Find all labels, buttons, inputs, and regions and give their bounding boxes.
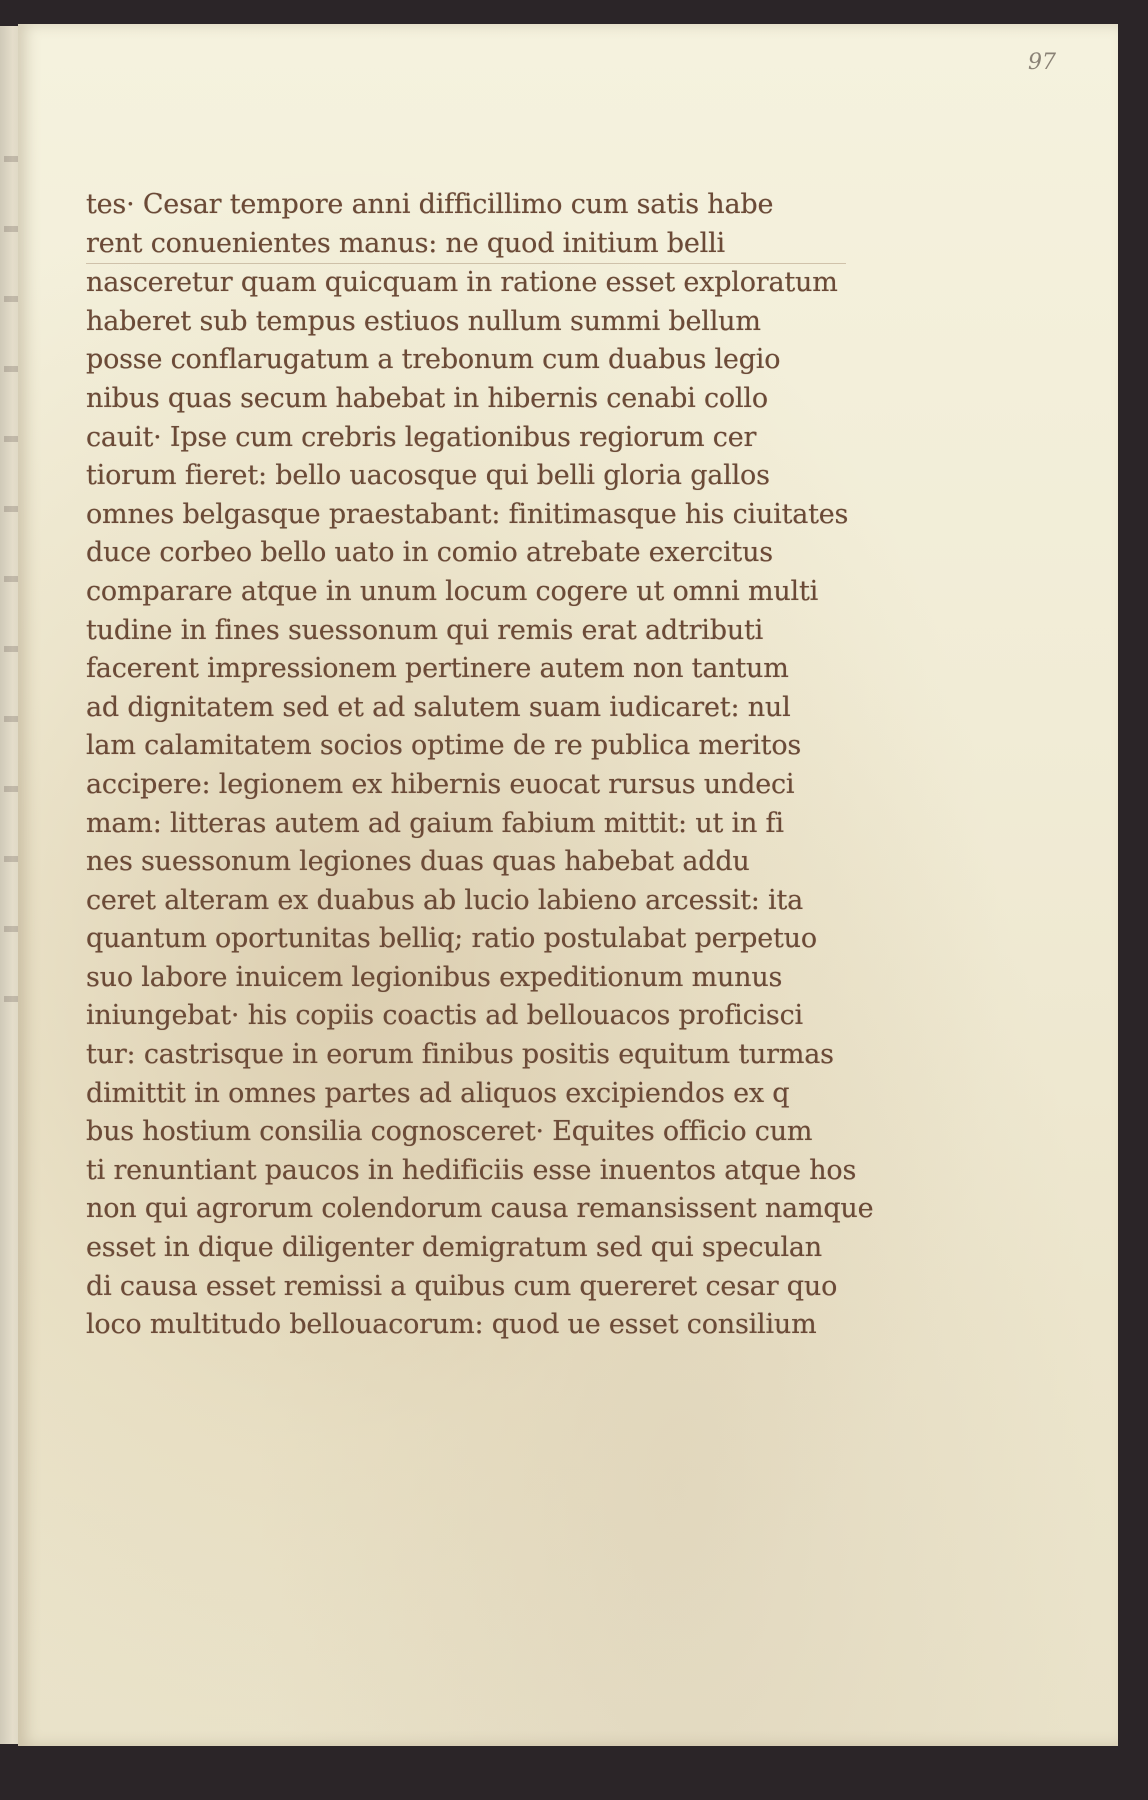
manuscript-line: di causa esset remissi a quibus cum quereret cesar quo [86, 1270, 838, 1302]
manuscript-line: loco multitudo bellouacorum: quod ue esset consilium [86, 1309, 817, 1341]
manuscript-line: haberet sub tempus estiuos nullum summi bellum [86, 305, 761, 337]
ghost-text-mark [4, 226, 18, 232]
ghost-text-mark [4, 366, 18, 372]
ghost-text-mark [4, 786, 18, 792]
manuscript-line: non qui agrorum colendorum causa remansissent namque [86, 1193, 874, 1225]
folio-number: 97 [1028, 50, 1056, 75]
manuscript-line: cauit· Ipse cum crebris legationibus regiorum cer [86, 421, 757, 453]
manuscript-line: accipere: legionem ex hibernis euocat rursus undeci [86, 768, 795, 800]
manuscript-line: iniungebat· his copiis coactis ad bellouacos proficisci [86, 1000, 803, 1032]
ghost-text-mark [4, 506, 18, 512]
ghost-text-mark [4, 436, 18, 442]
manuscript-line: tiorum fieret: bello uacosque qui belli gloria gallos [86, 460, 770, 492]
manuscript-line: omnes belgasque praestabant: finitimasque his ciuitates [86, 498, 849, 530]
manuscript-line: lam calamitatem socios optime de re publica meritos [86, 730, 802, 762]
manuscript-line: duce corbeo bello uato in comio atrebate exercitus [86, 537, 773, 569]
ghost-text-mark [4, 926, 18, 932]
manuscript-text-block [86, 186, 874, 1345]
manuscript-line: nasceretur quam quicquam in ratione esset exploratum [86, 267, 838, 299]
manuscript-line: comparare atque in unum locum cogere ut omni multi [86, 575, 819, 607]
ghost-text-mark [4, 576, 18, 582]
ghost-text-mark [4, 646, 18, 652]
manuscript-line: nibus quas secum habebat in hibernis cenabi collo [86, 382, 768, 414]
manuscript-line: tur: castrisque in eorum finibus positis equitum turmas [86, 1039, 834, 1071]
manuscript-line: suo labore inuicem legionibus expeditionum munus [86, 961, 783, 993]
manuscript-line: tudine in fines suessonum qui remis erat adtributi [86, 614, 764, 646]
parchment-page [18, 24, 1118, 1746]
ghost-text-mark [4, 996, 18, 1002]
ghost-text-mark [4, 716, 18, 722]
ghost-text-mark [4, 296, 18, 302]
ghost-text-mark [4, 156, 18, 162]
manuscript-line: mam: litteras autem ad gaium fabium mittit: ut in fi [86, 807, 784, 839]
ghost-text-mark [4, 856, 18, 862]
manuscript-line: dimittit in omnes partes ad aliquos excipiendos ex q [86, 1077, 790, 1109]
manuscript-line: nes suessonum legiones duas quas habebat addu [86, 846, 750, 878]
manuscript-line: ti renuntiant paucos in hedificiis esse inuentos atque hos [86, 1154, 857, 1186]
manuscript-line: esset in dique diligenter demigratum sed qui speculan [86, 1232, 822, 1264]
manuscript-line: tes· Cesar tempore anni difficillimo cum satis habe [86, 189, 774, 220]
manuscript-line: ad dignitatem sed et ad salutem suam iudicaret: nul [86, 691, 791, 723]
manuscript-line: facerent impressionem pertinere autem non tantum [86, 653, 789, 685]
manuscript-line: bus hostium consilia cognosceret· Equites officio cum [86, 1116, 813, 1148]
manuscript-line: quantum oportunitas belliq; ratio postulabat perpetuo [86, 923, 817, 955]
manuscript-line: posse conflarugatum a trebonum cum duabus legio [86, 344, 781, 376]
manuscript-line: rent conuenientes manus: ne quod initium belli [86, 225, 846, 265]
manuscript-line: ceret alteram ex duabus ab lucio labieno arcessit: ita [86, 884, 804, 916]
